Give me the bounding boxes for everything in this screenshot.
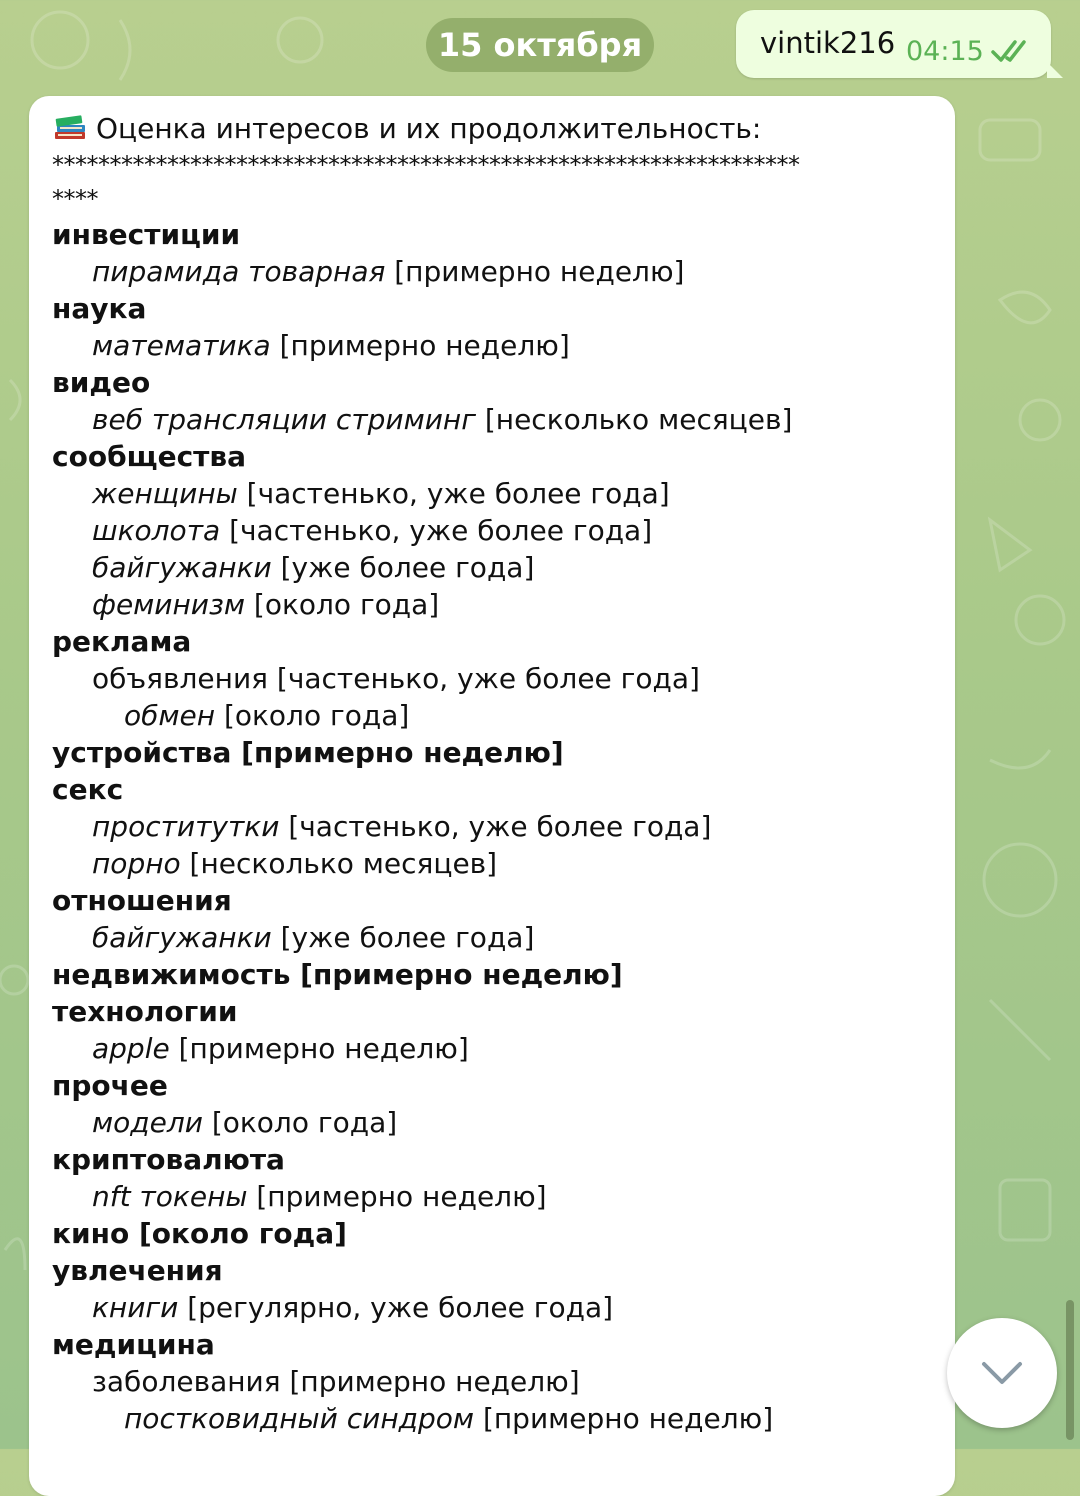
- interest-name: проститутки: [92, 810, 280, 843]
- interest-name: байгужанки: [92, 551, 272, 584]
- interest-duration: [примерно неделю]: [169, 1032, 469, 1065]
- double-check-icon: [990, 36, 1036, 66]
- category-label: устройства [примерно неделю]: [52, 736, 564, 769]
- interest-name: феминизм: [92, 588, 246, 621]
- interest-item: [52, 549, 942, 586]
- category-heading: [52, 882, 942, 919]
- interest-item: [52, 1363, 942, 1400]
- interest-name: женщины: [92, 477, 238, 510]
- interest-duration: [частенько, уже более года]: [279, 810, 712, 843]
- interest-duration: [уже более года]: [271, 921, 535, 954]
- outgoing-message-bubble[interactable]: [736, 10, 1051, 78]
- interest-item: [52, 845, 942, 882]
- interest-name: школота: [92, 514, 221, 547]
- category-label: секс: [52, 773, 124, 806]
- separator-line: *****************************************************************: [52, 151, 800, 179]
- category-heading: [52, 364, 942, 401]
- scrollbar[interactable]: [1066, 1300, 1074, 1440]
- interest-item: [52, 660, 942, 697]
- interest-item: [52, 1030, 942, 1067]
- category-heading: [52, 771, 942, 808]
- category-label: кино [около года]: [52, 1217, 347, 1250]
- interest-duration: заболевания [примерно неделю]: [92, 1365, 580, 1398]
- interest-item: [52, 401, 942, 438]
- interest-item: [52, 808, 942, 845]
- interest-item: [52, 1400, 942, 1437]
- interest-item: [52, 1178, 942, 1215]
- message-time: 04:15: [906, 36, 984, 67]
- category-label: наука: [52, 292, 147, 325]
- interest-name: математика: [92, 329, 271, 362]
- category-heading: [52, 290, 942, 327]
- message-title-text: Оценка интересов и их продолжительность:: [96, 112, 762, 145]
- interest-item: [52, 253, 942, 290]
- interest-item: [52, 327, 942, 364]
- interest-duration: [несколько месяцев]: [475, 403, 793, 436]
- interest-duration: [около года]: [245, 588, 440, 621]
- interest-duration: [несколько месяцев]: [180, 847, 498, 880]
- interest-item: [52, 697, 942, 734]
- interest-name: обмен: [124, 699, 216, 732]
- interest-name: модели: [92, 1106, 203, 1139]
- interest-name: постковидный синдром: [124, 1402, 475, 1435]
- date-separator: 15 октября: [426, 18, 654, 72]
- category-heading: [52, 1067, 942, 1104]
- interest-item: [52, 1104, 942, 1141]
- category-label: инвестиции: [52, 218, 241, 251]
- category-label: увлечения: [52, 1254, 223, 1287]
- category-label: прочее: [52, 1069, 168, 1102]
- message-title: [52, 110, 942, 148]
- category-label: недвижимость [примерно неделю]: [52, 958, 623, 991]
- interest-duration: [примерно неделю]: [474, 1402, 774, 1435]
- category-heading: [52, 216, 942, 253]
- interests-list: [52, 216, 942, 1437]
- interest-item: [52, 586, 942, 623]
- interest-duration: [регулярно, уже более года]: [178, 1291, 614, 1324]
- category-label: криптовалюта: [52, 1143, 285, 1176]
- category-label: видео: [52, 366, 151, 399]
- separator-line: ****: [52, 185, 98, 213]
- interest-duration: [примерно неделю]: [385, 255, 685, 288]
- interest-name: пирамида товарная: [92, 255, 386, 288]
- category-heading: [52, 1141, 942, 1178]
- category-label: реклама: [52, 625, 192, 658]
- interest-name: книги: [92, 1291, 179, 1324]
- category-label: сообщества: [52, 440, 247, 473]
- interest-item: [52, 919, 942, 956]
- interest-duration: [частенько, уже более года]: [220, 514, 653, 547]
- interest-item: [52, 1289, 942, 1326]
- category-heading: [52, 956, 942, 993]
- scroll-down-button[interactable]: [947, 1318, 1057, 1428]
- interest-name: порно: [92, 847, 181, 880]
- interest-duration: объявления [частенько, уже более года]: [92, 662, 700, 695]
- interest-item: [52, 512, 942, 549]
- interest-duration: [около года]: [215, 699, 410, 732]
- interest-duration: [уже более года]: [271, 551, 535, 584]
- interest-item: [52, 475, 942, 512]
- incoming-message-content: [52, 110, 942, 1437]
- category-heading: [52, 438, 942, 475]
- category-heading: [52, 1252, 942, 1289]
- books-icon: [52, 112, 88, 142]
- category-heading: [52, 993, 942, 1030]
- interest-duration: [примерно неделю]: [270, 329, 570, 362]
- interest-duration: [частенько, уже более года]: [237, 477, 670, 510]
- chevron-down-icon: [978, 1358, 1026, 1388]
- interest-name: веб трансляции стриминг: [92, 403, 476, 436]
- interest-name: nft токены: [92, 1180, 248, 1213]
- category-label: отношения: [52, 884, 232, 917]
- interest-name: байгужанки: [92, 921, 272, 954]
- category-heading: [52, 1215, 942, 1252]
- category-heading: [52, 734, 942, 771]
- interest-duration: [примерно неделю]: [247, 1180, 547, 1213]
- outgoing-message-text: vintik216: [760, 26, 896, 60]
- category-heading: [52, 1326, 942, 1363]
- bubble-tail: [1047, 62, 1063, 78]
- interest-duration: [около года]: [202, 1106, 398, 1139]
- category-label: технологии: [52, 995, 238, 1028]
- category-heading: [52, 623, 942, 660]
- interest-name: apple: [92, 1032, 170, 1065]
- category-label: медицина: [52, 1328, 215, 1361]
